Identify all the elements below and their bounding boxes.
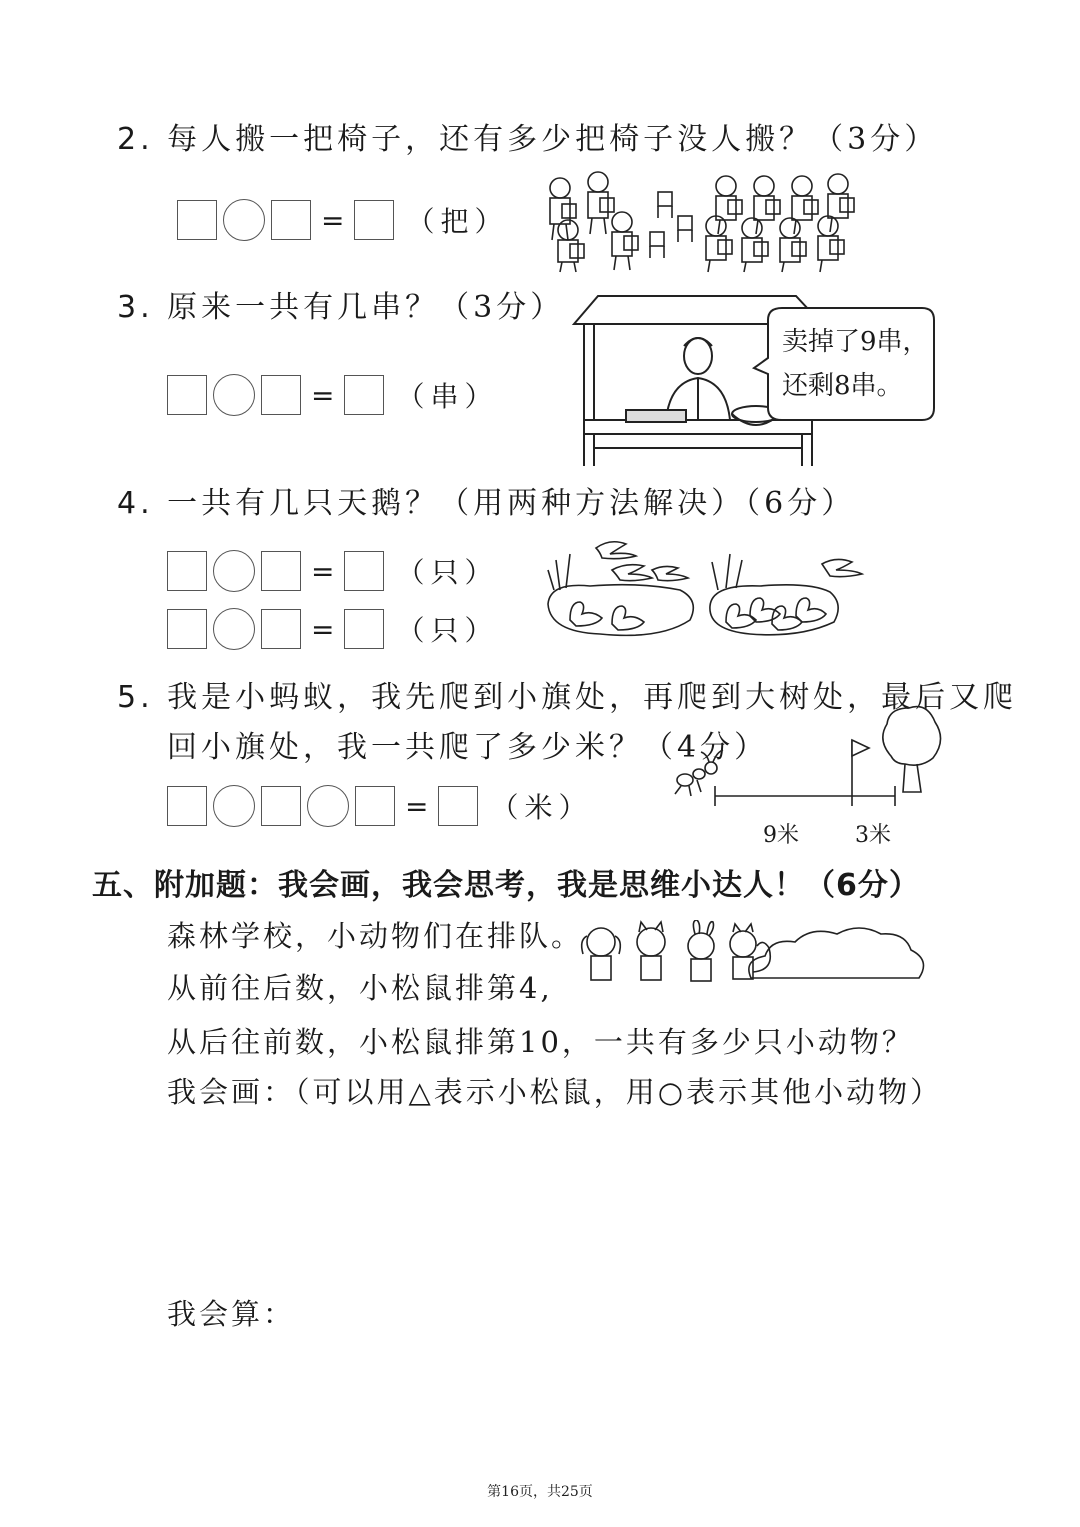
answer-box[interactable]: [354, 200, 394, 240]
operator-circle[interactable]: [213, 374, 255, 416]
bush-icon: [749, 928, 924, 978]
answer-box[interactable]: [344, 551, 384, 591]
answer-equation-q2: [177, 199, 508, 241]
answer-box[interactable]: [167, 786, 207, 826]
section-5-line-3: 从后往前数，小松鼠排第10，一共有多少只小动物？: [167, 1025, 914, 1059]
question-number: 2.: [117, 122, 154, 157]
operator-circle[interactable]: [213, 550, 255, 592]
vendor-figure: [666, 338, 730, 420]
swans-pond-illustration: [540, 530, 870, 645]
unit-label: （只）: [396, 614, 499, 647]
operator-circle[interactable]: [213, 785, 255, 827]
operator-circle[interactable]: [213, 608, 255, 650]
squirrel-icon: [730, 924, 770, 979]
question-3: [117, 282, 564, 326]
page-footer: 第16页，共25页: [487, 1484, 593, 1500]
child-figure: [550, 178, 576, 240]
draw-label: 我会画：（可以用△表示小松鼠，用○表示其他小动物）: [167, 1075, 943, 1109]
operator-circle[interactable]: [307, 785, 349, 827]
question-number: 4.: [117, 486, 154, 521]
answer-box[interactable]: [344, 375, 384, 415]
equals-sign: =: [311, 554, 335, 588]
unit-label: （把）: [406, 205, 509, 238]
equals-sign: =: [311, 378, 335, 412]
section-5-heading: 五、附加题：我会画，我会思考，我是思维小达人！（6分）: [92, 868, 920, 903]
kitten-icon: [637, 922, 665, 980]
unit-label: （米）: [490, 791, 593, 824]
question-text: 原来一共有几串？（3分）: [167, 290, 565, 325]
speech-bubble: [754, 308, 934, 420]
flag-icon: [852, 740, 869, 786]
section-5-line-1: 森林学校，小动物们在排队。: [167, 919, 584, 953]
unit-label: （串）: [396, 380, 499, 413]
answer-equation-q4-method-2: [167, 608, 498, 650]
equals-sign: =: [321, 203, 345, 237]
answer-box[interactable]: [167, 551, 207, 591]
answer-box[interactable]: [271, 200, 311, 240]
answer-box[interactable]: [355, 786, 395, 826]
answer-box[interactable]: [261, 786, 301, 826]
ant-flag-tree-diagram: [665, 700, 945, 850]
question-text: 一共有几只天鹅？（用两种方法解决）（6分）: [167, 486, 856, 521]
answer-box[interactable]: [167, 609, 207, 649]
rabbit-icon: [688, 920, 714, 981]
answer-equation-q4-method-1: [167, 550, 498, 592]
question-text: 每人搬一把椅子，还有多少把椅子没人搬？（3分）: [167, 122, 939, 157]
bubble-text-line-1: 卖掉了9串，: [782, 327, 929, 357]
question-number: 5.: [117, 680, 154, 715]
answer-box[interactable]: [261, 375, 301, 415]
operator-circle[interactable]: [223, 199, 265, 241]
calc-label: 我会算：: [167, 1297, 296, 1331]
question-5-line-2: 回小旗处，我一共爬了多少米？（4分）: [167, 730, 769, 765]
answer-box[interactable]: [167, 375, 207, 415]
equals-sign: =: [405, 789, 429, 823]
answer-box[interactable]: [261, 609, 301, 649]
children-carrying-chairs-illustration: [540, 168, 870, 276]
question-4: [117, 478, 855, 522]
answer-box[interactable]: [344, 609, 384, 649]
puppy-icon: [582, 928, 621, 980]
section-5-line-2: 从前往后数，小松鼠排第4,: [167, 971, 553, 1005]
question-2: [117, 114, 938, 158]
bubble-text-line-2: 还剩8串。: [782, 371, 903, 401]
answer-box[interactable]: [438, 786, 478, 826]
question-number: 3.: [117, 290, 154, 325]
answer-equation-q3: [167, 374, 498, 416]
unit-label: （只）: [396, 556, 499, 589]
distance-label-3: 3米: [855, 823, 891, 848]
skewer-vendor-stall-illustration: [570, 290, 940, 470]
answer-box[interactable]: [261, 551, 301, 591]
equals-sign: =: [311, 612, 335, 646]
tree-icon: [883, 707, 941, 792]
answer-box[interactable]: [177, 200, 217, 240]
animals-queue-illustration: [575, 920, 935, 988]
question-text: 我是小蚂蚁，我先爬到小旗处，再爬到大树处，最后又爬: [167, 680, 1018, 715]
distance-label-9: 9米: [763, 823, 799, 848]
answer-equation-q5: [167, 785, 592, 827]
